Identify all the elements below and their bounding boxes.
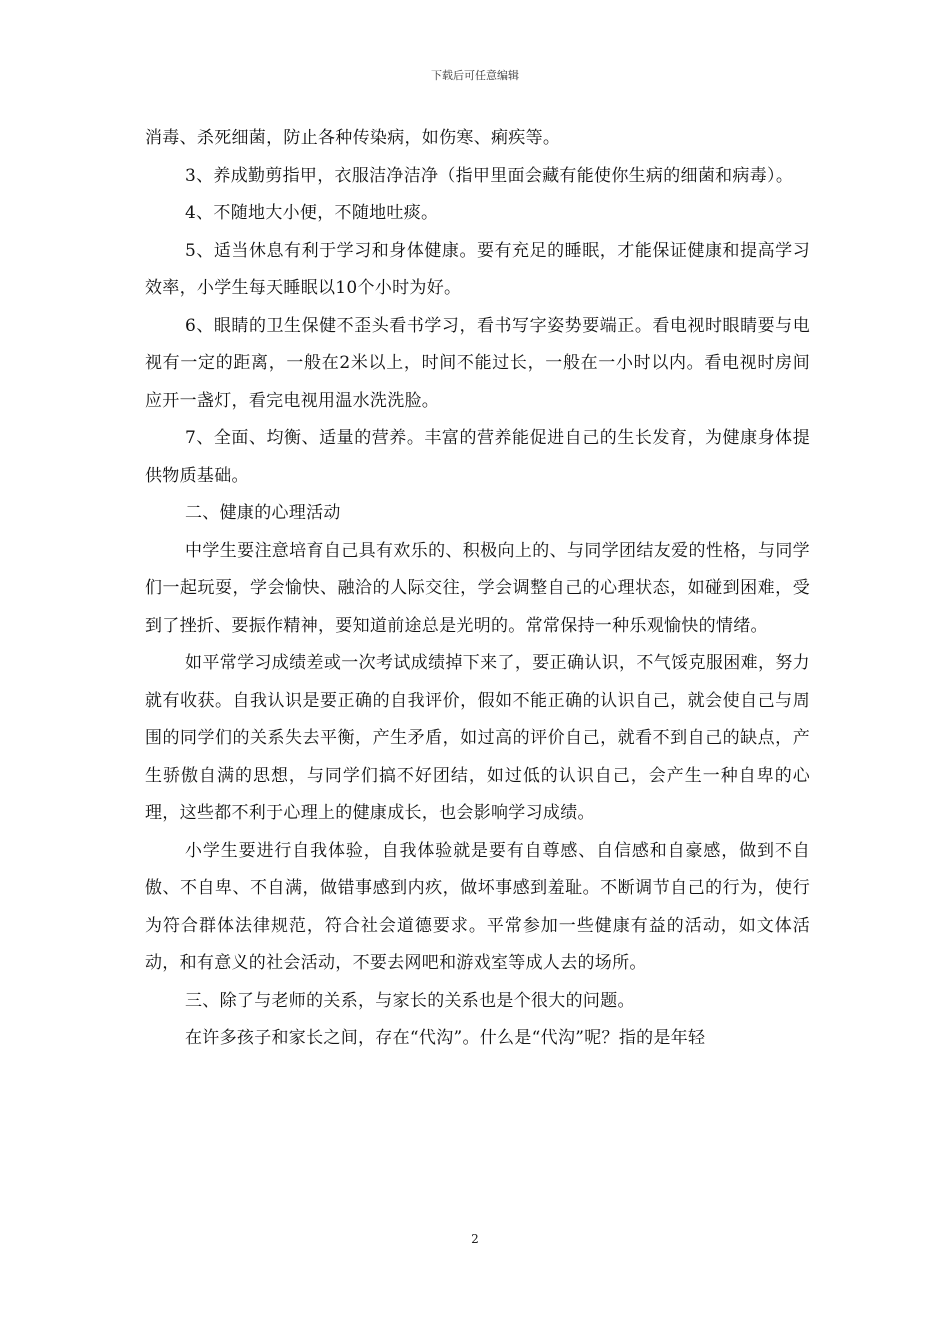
header-note: 下载后可任意编辑 xyxy=(431,69,519,82)
paragraph-item-7: 7、全面、均衡、适量的营养。丰富的营养能促进自己的生长发育，为健康身体提供物质基础。 xyxy=(145,428,810,486)
paragraph-self-evaluation: 如平常学习成绩差或一次考试成绩掉下来了，要正确认识，不气馁克服困难，努力就有收获。自我认识是要正确的自我评价，假如不能正确的认识自己，就会使自己与周围的同学们的关系失去平衡，产生矛盾，如过高的评价自己，就看不到自己的缺点，产生骄傲自满的思想，与同学们搞不好团结，如过低的认识自己，会产生一种自卑的心理，这些都不利于心理上的健康成长，也会影响学习成绩。 xyxy=(145,653,810,823)
paragraph-item-3: 3、养成勤剪指甲，衣服洁净洁净（指甲里面会藏有能使你生病的细菌和病毒）。 xyxy=(185,165,794,186)
document-body xyxy=(145,120,810,1058)
paragraph-generation-gap: 在许多孩子和家长之间，存在“代沟”。什么是“代沟”呢？指的是年轻 xyxy=(185,1028,706,1048)
section-heading-3: 三、除了与老师的关系，与家长的关系也是个很大的问题。 xyxy=(185,990,635,1011)
paragraph-self-experience: 小学生要进行自我体验，自我体验就是要有自尊感、自信感和自豪感，做到不自傲、不自卑、不自满，做错事感到内疚，做坏事感到羞耻。不断调节自己的行为，使行为符合群体法律规范，符合社会道德要求。平常参加一些健康有益的活动，如文体活动，和有意义的社会活动，不要去网吧和游戏室等成人去的场所。 xyxy=(145,840,810,973)
paragraph-personality: 中学生要注意培育自己具有欢乐的、积极向上的、与同学团结友爱的性格，与同学们一起玩耍，学会愉快、融洽的人际交往，学会调整自己的心理状态，如碰到困难，受到了挫折、要振作精神，要知道前途总是光明的。常常保持一种乐观愉快的情绪。 xyxy=(145,540,810,636)
section-heading-2: 二、健康的心理活动 xyxy=(185,503,341,523)
paragraph-continuation: 消毒、杀死细菌，防止各种传染病，如伤寒、痢疾等。 xyxy=(145,128,561,148)
paragraph-item-5: 5、适当休息有利于学习和身体健康。要有充足的睡眠，才能保证健康和提高学习效率，小学生每天睡眠以10个小时为好。 xyxy=(145,240,810,298)
paragraph-item-6: 6、眼睛的卫生保健不歪头看书学习，看书写字姿势要端正。看电视时眼睛要与电视有一定的距离，一般在2米以上，时间不能过长，一般在一小时以内。看电视时房间应开一盏灯，看完电视用温水洗洗脸。 xyxy=(145,315,810,411)
paragraph-item-4: 4、不随地大小便，不随地吐痰。 xyxy=(185,203,439,223)
page-number: 2 xyxy=(471,1232,479,1246)
